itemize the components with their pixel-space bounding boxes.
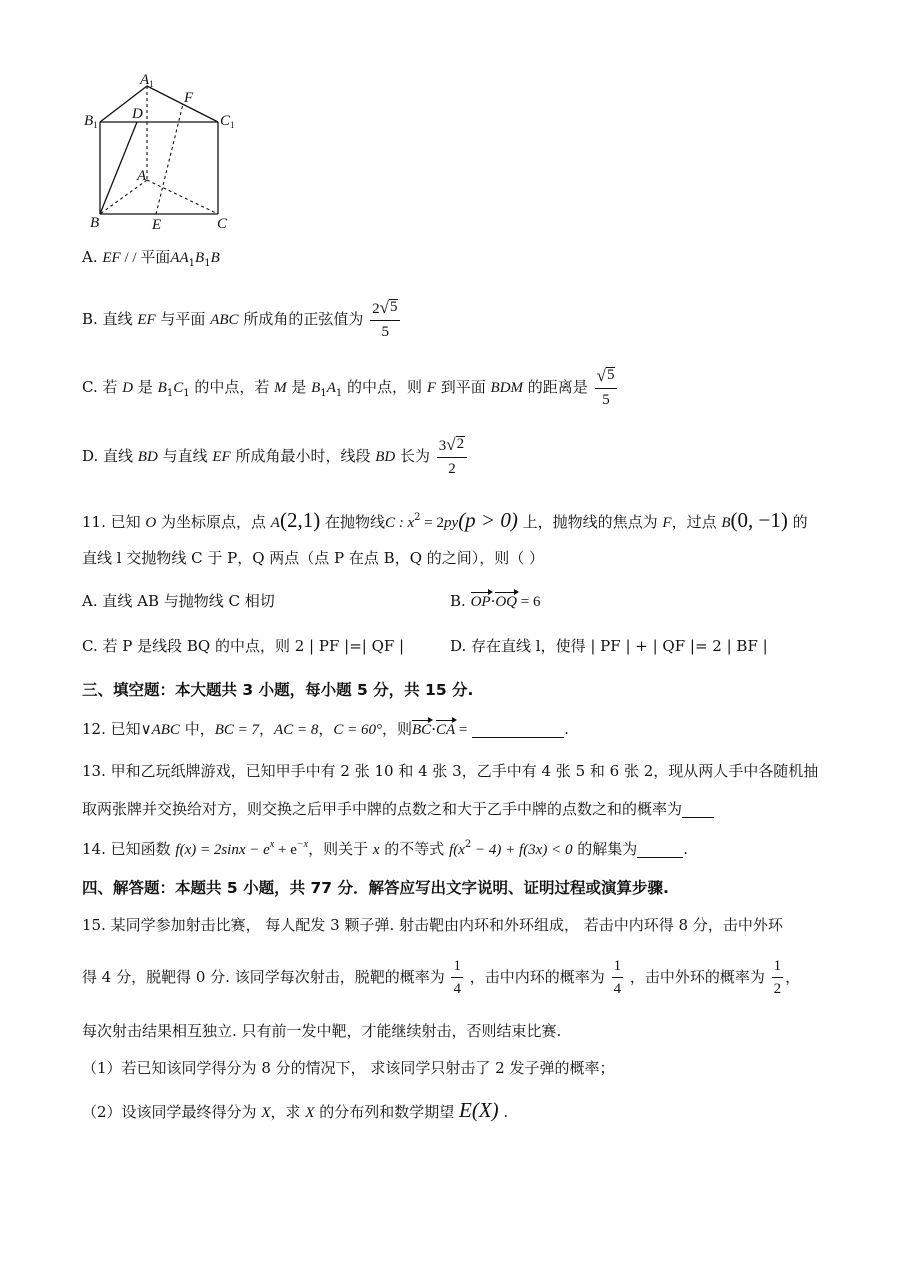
fraction-3sqrt2-over-2: 3 √ 2 2	[437, 436, 467, 478]
label-b1: $B_1$	[84, 113, 98, 130]
q14-answer-blank[interactable]	[637, 842, 683, 858]
prism-figure	[80, 68, 250, 238]
q10-option-c: C. 若 D 是 $B_1C_1$ 的中点，若 M 是 $B_1A_1$ 的中点，则 F 到平面 BDM 的距离是 √ 5 5	[82, 367, 619, 409]
edge-a1-c1	[147, 86, 218, 122]
q11-option-b: B. OP·OQ = 6	[450, 592, 541, 610]
q14: 14. 已知函数 $f(x) = 2\sin x - e^x + e^{-x}$，则关于 x 的不等式 $f(x^2 - 4) + f(3x) < 0$ 的解集为 .	[82, 839, 689, 858]
q15-line3: 每次射击结果相互独立. 只有前一发中靶，才能继续射击，否则结束比赛.	[82, 1022, 562, 1040]
segment-e-f	[156, 104, 183, 214]
label-f: F	[184, 90, 194, 106]
q13-line1: 13. 甲和乙玩纸牌游戏，已知甲手中有 2 张 10 和 4 张 3，乙手中有 4 张 5 和 6 张 2，现从两人手中各随机抽	[82, 762, 819, 780]
section-3-heading: 三、填空题：本大题共 3 小题，每小题 5 分，共 15 分.	[82, 681, 474, 699]
q12: 12. 已知∨ABC 中，BC = 7，AC = 8，C = 60°，则BC·CA = .	[82, 720, 569, 738]
label-a1: $A_1$	[140, 72, 154, 89]
label-b: B	[90, 215, 100, 231]
q12-answer-blank[interactable]	[472, 722, 564, 738]
q10-option-d: D. 直线 BD 与直线 EF 所成角最小时，线段 BD 长为 3 √ 2 2	[82, 436, 469, 478]
q15-part2: （2）设该同学最终得分为 X，求 X 的分布列和数学期望 E(X) .	[82, 1098, 509, 1122]
edge-a-c	[147, 180, 218, 214]
q11-option-a: A. 直线 AB 与抛物线 C 相切	[82, 592, 275, 610]
label-d: D	[132, 106, 143, 122]
fraction-1-over-2-outer: $\frac{1}{2}$	[773, 958, 782, 998]
label-a: A	[137, 168, 147, 184]
q13-answer-blank[interactable]	[682, 802, 714, 818]
fraction-sqrt5-over-5: √ 5 5	[595, 367, 618, 409]
fraction-1-over-4-inner: $\frac{1}{4}$	[613, 958, 622, 998]
fraction-2sqrt5-over-5: 2 √ 5 5	[370, 299, 400, 341]
q11-stem-line1: 11. 已知 O 为坐标原点，点 A(2,1) 在抛物线C : $x^2 = 2py(p > 0)$ 上，抛物线的焦点为 F，过点 B(0, −1) 的	[82, 508, 808, 532]
q10-option-b: B. 直线 EF 与平面 ABC 所成角的正弦值为 2 √ 5 5	[82, 299, 402, 341]
label-e: E	[152, 217, 162, 233]
label-c1: $C_1$	[220, 113, 235, 130]
q15-part1: （1）若已知该同学得分为 8 分的情况下， 求该同学只射击了 2 发子弹的概率；	[82, 1059, 615, 1077]
q10-option-a: A. EF / / 平面$AA_1B_1B$	[82, 248, 220, 269]
q11-option-c: C. 若 P 是线段 BQ 的中点，则 2 | PF |=| QF |	[82, 637, 405, 655]
q11-stem-line2: 直线 l 交抛物线 C 于 P，Q 两点（点 P 在点 B，Q 的之间），则（ ）	[82, 549, 545, 567]
q15-line1: 15. 某同学参加射击比赛， 每人配发 3 颗子弹. 射击靶由内环和外环组成， 若击中内环得 8 分，击中外环	[82, 916, 783, 934]
q15-line2: 得 4 分，脱靶得 0 分. 该同学每次射击，脱靶的概率为 $\frac{1}{4}$ ，击中内环的概率为 $\frac{1}{4}$ ，击中外环的概率为 $\frac{1}{2}$ ，	[82, 958, 801, 998]
section-4-heading: 四、解答题：本题共 5 小题，共 77 分．解答应写出文字说明、证明过程或演算步骤.	[82, 879, 669, 897]
label-c: C	[217, 216, 228, 232]
q11-option-d: D. 存在直线 l，使得 | PF | + | QF |= 2 | BF |	[450, 637, 768, 655]
segment-b-d	[100, 122, 137, 214]
q13-line2: 取两张牌并交换给对方，则交换之后甲手中牌的点数之和大于乙手中牌的点数之和的概率为	[82, 802, 714, 818]
fraction-1-over-4-miss: $\frac{1}{4}$	[453, 958, 461, 998]
